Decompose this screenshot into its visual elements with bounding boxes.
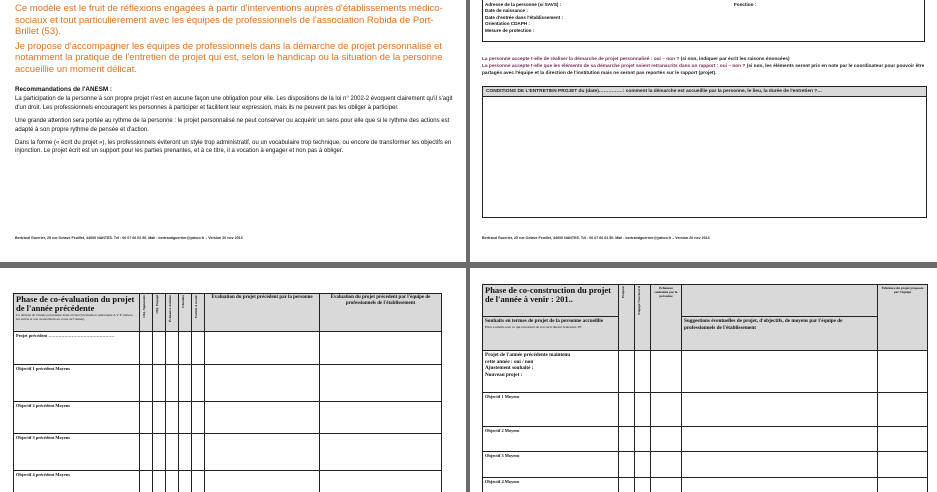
row-label: Objectif 2 précédent Moyens <box>14 402 140 434</box>
accept-question-2: La personne accepte t-elle que les éléments de sa démarche projet soient retranscrits dans un rapport : oui – non ? (si non, les éléments seront pris en note par le coordinateur pour pouvoir être partagés avec l'équipe et la direction de l'institution mais ne seront pas reportés sur le rapport (projet). <box>482 64 925 76</box>
conditions-box <box>482 86 927 218</box>
row-label: Objectif 2 Moyens <box>483 427 619 452</box>
row-label-project: Projet de l'année précédente maintenu cette année : oui / non Ajustement souhaité : Nouveau projet : <box>483 351 619 393</box>
id-field: Date de naissance : <box>485 8 528 14</box>
col-header: Échéance Atteinte <box>168 295 172 322</box>
page-identity <box>470 0 937 262</box>
acceptance-questions <box>482 56 927 77</box>
anesm-title: Recommandations de l'ANESM : <box>15 86 113 93</box>
table-row <box>483 393 928 427</box>
page-footer: Bertrand Guerrier, 25 rue Octave Feuillet, 44000 NANTES. Tél : 06 07 66 02 50. Mail : bertrandguerrier@yahoo.fr – Version 20 nov 2013 <box>482 236 710 240</box>
col-header: Obj. Signataire <box>142 295 146 318</box>
table-header-row <box>483 285 928 317</box>
identity-person <box>484 0 714 35</box>
anesm-paragraph-3: Dans la forme (« écrit du projet »), les professionnels éviteront un style trop administratif, ou un vocabulaire trop technique, ou encore de transformer les objectifs en injonction. Le projet écrit est un support pour les parties prenantes, et à ce titre, il a vocation à engager et non pas à obliger. <box>15 140 452 155</box>
col-header: Obsolète <box>181 295 185 309</box>
col-header: Proposé <box>621 286 625 298</box>
row-label: Objectif 4 Moyens <box>483 478 619 492</box>
row-label: Objectif 1 précédent Moyens <box>14 365 140 402</box>
co-evaluation-table <box>13 293 442 492</box>
col-header: Obj. Engagé <box>155 295 159 314</box>
co-construction-table <box>482 284 928 492</box>
row-label: Objectif 3 précédent Moyens <box>14 434 140 471</box>
page-footer: Bertrand Guerrier, 25 rue Octave Feuillet, 44000 NANTES. Tél : 06 07 66 02 50. Mail : bertrandguerrier@yahoo.fr – Version 20 nov 2013 <box>15 236 243 240</box>
page-intro <box>0 0 466 262</box>
table-row <box>483 452 928 478</box>
id-field: Fonction : <box>734 1 757 7</box>
table-row <box>14 402 442 434</box>
identity-coordinator <box>733 0 821 8</box>
page-co-construction <box>470 268 937 492</box>
phase-title: Phase de co-évaluation du projet de l'année précédente <box>16 294 135 313</box>
phase-title: Phase de co-construction du projet de l'année à venir : 201.. <box>485 285 611 304</box>
anesm-paragraph-1: La participation de la personne à son propre projet n'est en aucune façon une obligation pour elle. Les dispositions de la loi n° 2002-2 évoquent clairement qu'il s'agit d'un droit. Les professionnels encouragent les personnes à participer et facilitent leur expression, mais ils ne peuvent pas les obliger à participer. <box>15 96 453 111</box>
id-field: Adresse de la personne (si SAVS) : <box>485 1 562 7</box>
table-row <box>14 365 442 402</box>
table-row <box>14 434 442 471</box>
table-row <box>483 351 928 393</box>
phase-title-cell <box>483 285 619 317</box>
table-row <box>14 471 442 492</box>
anesm-paragraph-2: Une grande attention sera portée au rythme de la personne : le projet personnalisé ne peut conserver ou acquérir un sens pour elle que si le rythme des actions est adapté à son propre rythme de pensée et d'action. <box>15 118 450 133</box>
intro-paragraph-2: Je propose d'accompagner les équipes de professionnels dans la démarche de projet personnalisé et notamment la pratique de l'entretien de projet qui est, selon le handicap ou la situation de la personne accueillie un moment délicat. <box>15 40 443 75</box>
conditions-header: CONDITIONS DE L'ENTRETIEN PROJET du (date)……………: comment la démarche est accueillie par la personne, le lieu, la durée de l'entretien ?… <box>483 87 926 97</box>
souhaits-header: Souhaits en termes de projet de la personne accueillie <box>485 318 604 324</box>
table-subheader-row <box>483 317 928 351</box>
souhaits-subheader: Elles souhaits sont ce qui ressortent de son récit durant l'entretien TE <box>485 324 582 329</box>
id-field: Date d'entrée dans l'établissement : <box>485 14 564 20</box>
phase-subtitle: Ce tableau de l'année précédente étant révisé (l'évaluation remarquée A V E traitera les suivis et son avancement au cours de l'année) <box>16 313 133 321</box>
col-header: Engagé Non inscrit <box>637 286 641 315</box>
page-co-evaluation <box>0 268 466 492</box>
row-label: Objectif 3 Moyens <box>483 452 619 478</box>
table-row <box>483 427 928 452</box>
col-echeance-person: Échéance souhaitée par la personne <box>651 285 682 351</box>
intro-paragraph-1: Ce modèle est le fruit de réflexions engagées à partir d'interventions auprès d'établissements médico-sociaux et tout particulièrement avec les équipes de professionnels de l'association Robida de Port-Brillet (53). <box>15 3 443 37</box>
suggestions-header: Suggestions éventuelles de projet, d'objectifs, de moyens par l'équipe de professionnels de l'établissement <box>682 317 878 351</box>
row-label: Objectif 1 Moyens <box>483 393 619 427</box>
phase-title-cell <box>14 294 140 332</box>
table-header-row <box>14 294 442 332</box>
intro-text <box>15 3 455 78</box>
col-eval-person: Évaluation du projet précédent par la personne <box>205 294 320 332</box>
col-eval-team: Évaluation du projet précédent par l'équipe de professionnels de l'établissement <box>320 294 442 332</box>
souhaits-header-cell <box>483 317 619 351</box>
col-echeance-team: Échéance du projet proposée par l'équipe <box>878 285 928 351</box>
accept-question-1: La personne accepte t-elle de réaliser la démarche de projet personnalisé : oui – non ? (si non, indiquer par écrit les raisons énoncées) <box>482 57 790 62</box>
identity-box <box>482 0 925 42</box>
anesm-recommendations <box>15 86 457 161</box>
row-label: Objectif 4 précédent Moyens <box>14 471 140 492</box>
id-field: Mesure de protection : <box>485 27 535 33</box>
table-row <box>14 332 442 365</box>
col-header: Partiel A revoir <box>194 295 198 319</box>
table-row <box>483 478 928 492</box>
id-field: Orientation CDAPH : <box>485 21 530 27</box>
row-label: Projet précédent ……………………………………… <box>14 332 140 365</box>
